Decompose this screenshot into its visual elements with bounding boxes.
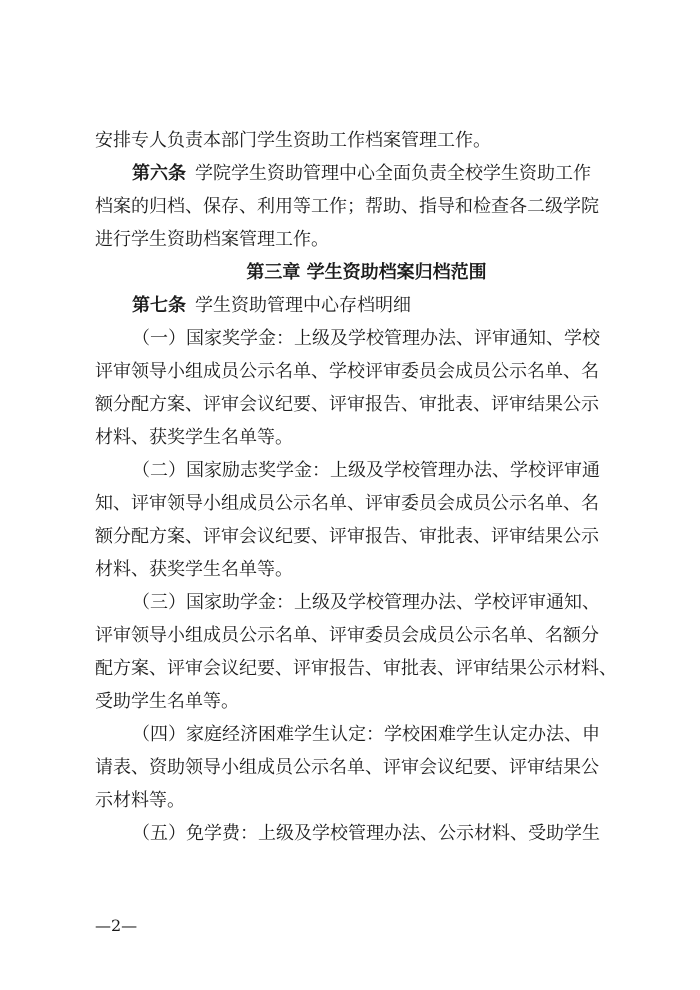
article-7-text: 学生资助管理中心存档明细 bbox=[195, 295, 411, 316]
item-3-line: （三）国家助学金：上级及学校管理办法、学校评审通知、 bbox=[132, 592, 600, 613]
item-2-line: 知、评审领导小组成员公示名单、评审委员会成员公示名单、名 bbox=[95, 493, 599, 514]
item-4-line: 请表、资助领导小组成员公示名单、评审会议纪要、评审结果公 bbox=[95, 757, 599, 778]
article-6-first-line bbox=[95, 157, 620, 190]
document-page bbox=[95, 124, 620, 850]
item-3-line: 配方案、评审会议纪要、评审报告、审批表、评审结果公示材料、 bbox=[95, 658, 617, 679]
item-1-line: 额分配方案、评审会议纪要、评审报告、审批表、评审结果公示 bbox=[95, 394, 599, 415]
paragraph-line: 进行学生资助档案管理工作。 bbox=[95, 229, 329, 250]
item-2-line: （二）国家励志奖学金：上级及学校管理办法、学校评审通 bbox=[132, 460, 600, 481]
article-6-text: 学院学生资助管理中心全面负责全校学生资助工作 bbox=[195, 163, 591, 184]
item-4-line: （四）家庭经济困难学生认定：学校困难学生认定办法、申 bbox=[132, 724, 600, 745]
article-7-label: 第七条 bbox=[132, 295, 186, 316]
item-2-line: 材料、获奖学生名单等。 bbox=[95, 559, 293, 580]
chapter-title: 第三章 学生资助档案归档范围 bbox=[246, 262, 487, 283]
item-3-line: 评审领导小组成员公示名单、评审委员会成员公示名单、名额分 bbox=[95, 625, 599, 646]
item-5-line: （五）免学费：上级及学校管理办法、公示材料、受助学生 bbox=[132, 823, 600, 844]
page-number: —2— bbox=[95, 916, 138, 935]
article-7-line bbox=[95, 289, 620, 322]
article-6-label: 第六条 bbox=[132, 163, 186, 184]
item-1-line: （一）国家奖学金：上级及学校管理办法、评审通知、学校 bbox=[132, 328, 600, 349]
item-1-line: 材料、获奖学生名单等。 bbox=[95, 427, 293, 448]
item-1-line: 评审领导小组成员公示名单、学校评审委员会成员公示名单、名 bbox=[95, 361, 599, 382]
item-3-line: 受助学生名单等。 bbox=[95, 691, 239, 712]
item-2-line: 额分配方案、评审会议纪要、评审报告、审批表、评审结果公示 bbox=[95, 526, 599, 547]
paragraph-line: 档案的归档、保存、利用等工作；帮助、指导和检查各二级学院 bbox=[95, 196, 599, 217]
item-4-line: 示材料等。 bbox=[95, 790, 185, 811]
paragraph-line: 安排专人负责本部门学生资助工作档案管理工作。 bbox=[95, 130, 491, 151]
